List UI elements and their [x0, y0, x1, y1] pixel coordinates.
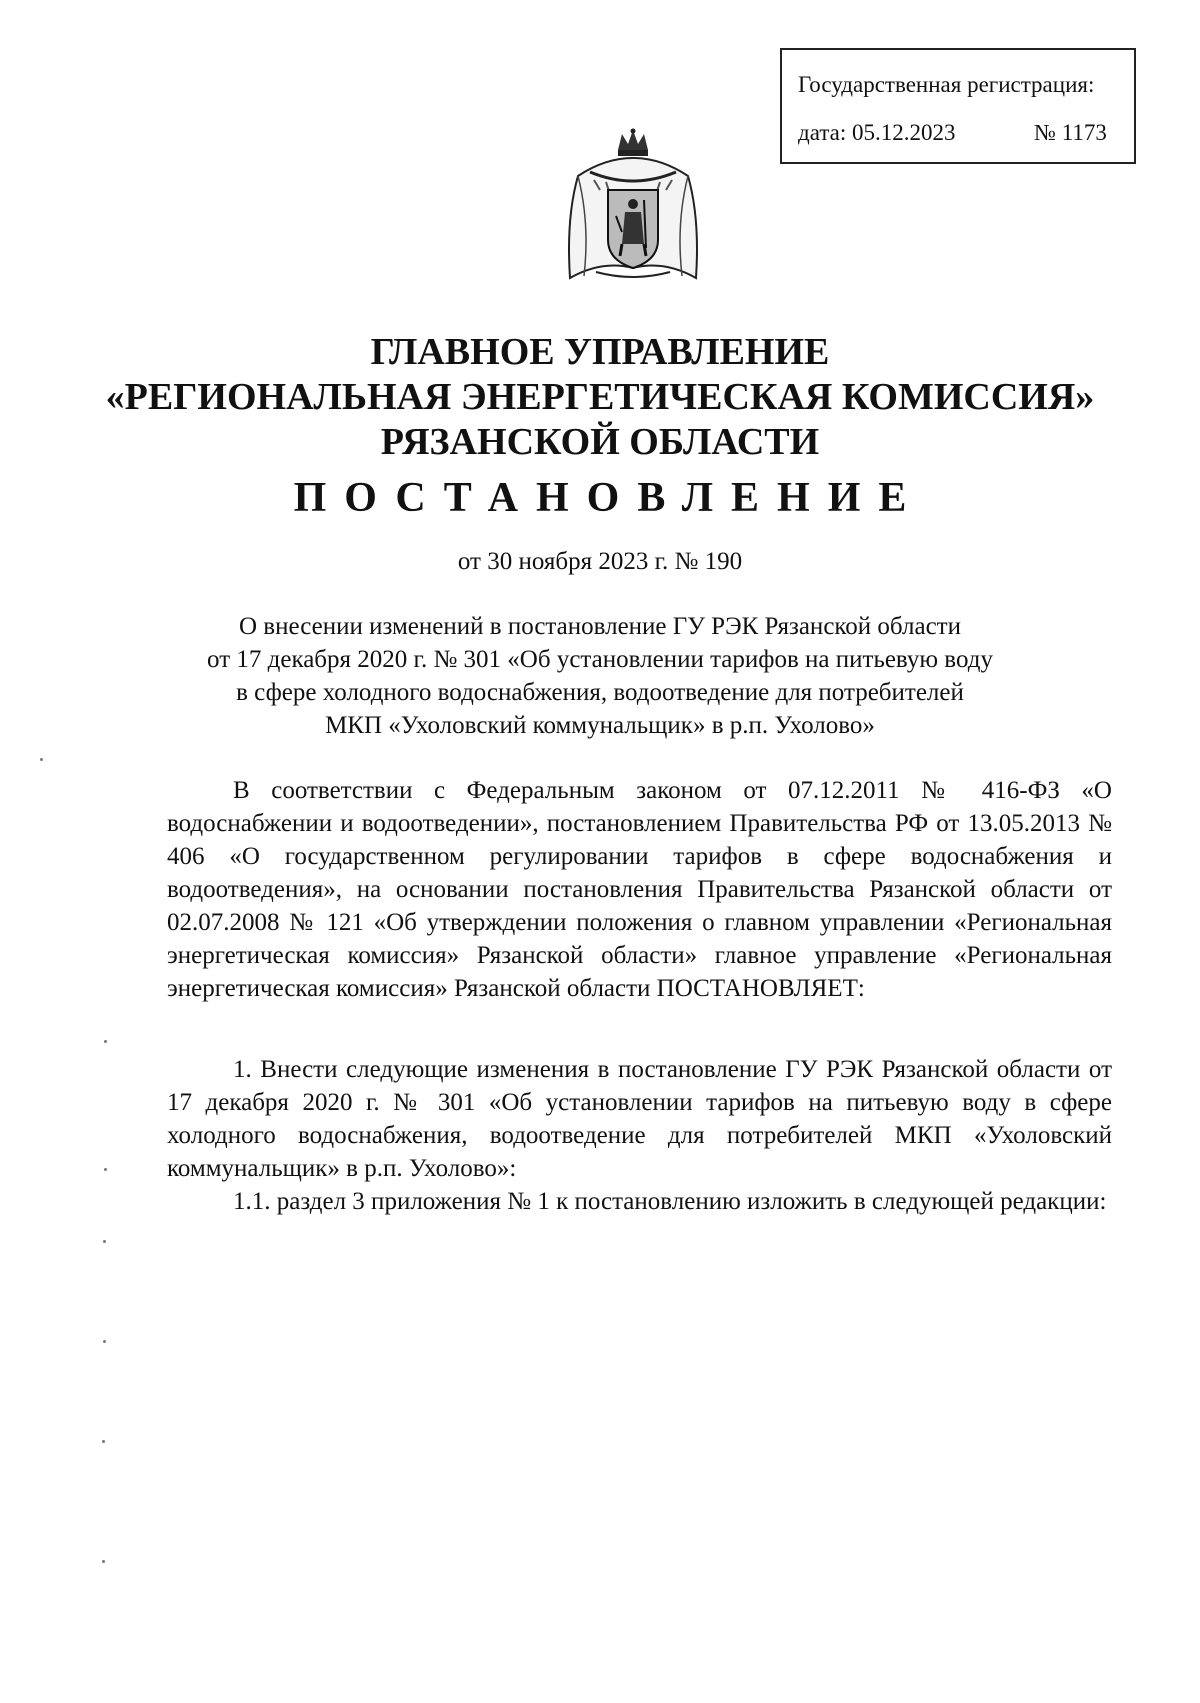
scan-speck: [103, 1340, 106, 1343]
document-date-number: от 30 ноября 2023 г. № 190: [457, 548, 743, 575]
scan-speck: [104, 1040, 107, 1043]
subject-line-2: от 17 декабря 2020 г. № 301 «Об установлении тарифов на питьевую воду: [207, 646, 993, 673]
registration-number: № 1173: [1034, 120, 1107, 145]
registration-title: Государственная регистрация:: [798, 72, 1095, 97]
item-1-1-paragraph: 1.1. раздел 3 приложения № 1 к постановлению изложить в следующей редакции:: [233, 1188, 1107, 1215]
registration-date: дата: 05.12.2023: [798, 120, 956, 145]
subject-line-1: О внесении изменений в постановление ГУ РЭК Рязанской области: [239, 613, 961, 640]
document-kind: ПОСТАНОВЛЕНИЕ: [293, 475, 925, 521]
subject-line-3: в сфере холодного водоснабжения, водоотведение для потребителей: [236, 679, 964, 706]
document-subject: [190, 610, 1010, 742]
scan-speck: [102, 1440, 105, 1443]
subject-line-4: МКП «Ухоловский коммунальщик» в р.п. Ухолово»: [325, 712, 875, 739]
ryazan-coat-of-arms-icon: [560, 128, 706, 288]
organization-line-2: «РЕГИОНАЛЬНАЯ ЭНЕРГЕТИЧЕСКАЯ КОМИССИЯ»: [105, 376, 1095, 418]
item-1-1-block: [167, 1185, 1112, 1218]
organization-title: [0, 330, 1200, 465]
item-1-paragraph: 1. Внести следующие изменения в постановление ГУ РЭК Рязанской области от 17 декабря 2020 г. № 301 «Об установлении тарифов на питьевую воду в сфере холодного водоснабжения, водоотведение для потребителей МКП «Ухоловский коммунальщик» в р.п. Ухолово»:: [167, 1056, 1112, 1182]
organization-line-1: ГЛАВНОЕ УПРАВЛЕНИЕ: [370, 331, 830, 373]
preamble-block: [167, 774, 1112, 1005]
registration-stamp: [780, 48, 1136, 164]
item-1-block: [167, 1053, 1112, 1185]
scan-speck: [102, 1560, 105, 1563]
preamble-paragraph: В соответствии с Федеральным законом от 07.12.2011 № 416-ФЗ «О водоснабжении и водоотведении», постановлением Правительства РФ от 13.05.2013 № 406 «О государственном регулировании тарифов в сфере водоснабжения и водоотведения», на основании постановления Правительства Рязанской области от 02.07.2008 № 121 «Об утверждении положения о главном управлении «Региональная энергетическая комиссия» Рязанской области» главное управление «Региональная энергетическая комиссия» Рязанской области ПОСТАНОВЛЯЕТ:: [167, 777, 1112, 1002]
organization-line-3: РЯЗАНСКОЙ ОБЛАСТИ: [380, 421, 820, 463]
scan-speck: [103, 1240, 106, 1243]
scan-speck: [104, 1168, 107, 1171]
scan-speck: [40, 758, 43, 761]
